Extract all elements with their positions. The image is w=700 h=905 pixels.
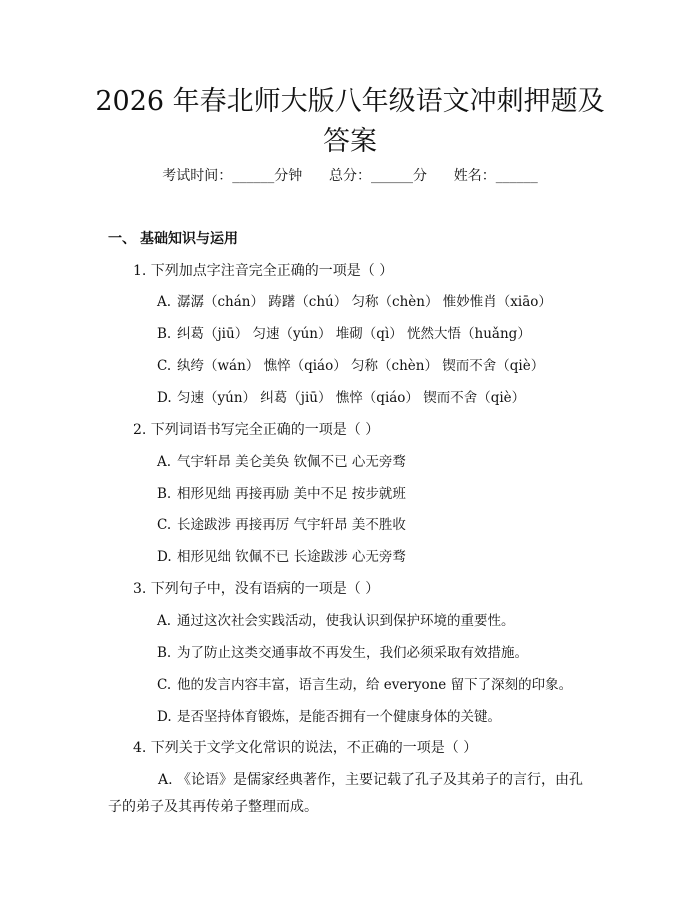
exam-info-line: 考试时间：______分钟 总分：______分 姓名：______: [162, 168, 538, 184]
option-label: C.: [157, 677, 172, 693]
question-3-option-a: [157, 611, 515, 631]
question-2-option-c: [157, 515, 406, 535]
question-1-stem: 1. 下列加点字注音完全正确的一项是（ ）: [133, 263, 394, 279]
option-text: 通过这次社会实践活动，使我认识到保护环境的重要性。: [177, 613, 515, 629]
question-3-stem: 3. 下列句子中，没有语病的一项是（ ）: [133, 581, 380, 597]
option-text: 相形见绌 钦佩不已 长途跋涉 心无旁骛: [177, 549, 406, 565]
question-3-option-d: [157, 707, 501, 727]
option-text: 潺潺（chán） 踌躇（chú） 匀称（chèn） 惟妙惟肖（xiāo）: [177, 294, 552, 310]
option-label: C.: [157, 517, 172, 533]
option-text: 纨绔（wán） 憔悴（qiáo） 匀称（chèn） 锲而不舍（qiè）: [177, 358, 545, 374]
option-label: A.: [157, 613, 172, 629]
option-label: D.: [157, 390, 172, 406]
option-label: A.: [157, 454, 172, 470]
option-label: D.: [157, 709, 172, 725]
option-label: D.: [157, 549, 172, 565]
question-3-option-c: [157, 675, 572, 695]
question-2-option-a: [157, 452, 406, 472]
option-text: 长途跋涉 再接再厉 气宇轩昂 美不胜收: [177, 517, 406, 533]
option-label: B.: [157, 486, 172, 502]
option-text: 为了防止这类交通事故不再发生，我们必须采取有效措施。: [177, 645, 528, 661]
section-number: 一、: [108, 231, 136, 247]
section-heading: [108, 229, 238, 249]
question-1-option-b: [157, 324, 531, 344]
option-label: C.: [157, 358, 172, 374]
question-2-option-d: [157, 547, 406, 567]
option-text: 气宇轩昂 美仑美奂 钦佩不已 心无旁骛: [177, 454, 406, 470]
section-title: 基础知识与运用: [140, 231, 238, 247]
question-2-stem: 2. 下列词语书写完全正确的一项是（ ）: [133, 422, 380, 438]
question-1-option-d: [157, 388, 525, 408]
document-title: 2026 年春北师大版八年级语文冲刺押题及答案: [95, 86, 605, 157]
option-text: 相形见绌 再接再励 美中不足 按步就班: [177, 486, 406, 502]
option-label: B.: [157, 326, 172, 342]
option-text: 他的发言内容丰富，语言生动，给 everyone 留下了深刻的印象。: [177, 677, 573, 693]
question-2-option-b: [157, 484, 406, 504]
option-text: 是否坚持体育锻炼，是能否拥有一个健康身体的关键。: [177, 709, 501, 725]
question-4-stem: 4. 下列关于文学文化常识的说法，不正确的一项是（ ）: [133, 740, 478, 756]
question-1-option-a: [157, 292, 552, 312]
option-text: 纠葛（jiū） 匀速（yún） 堆砌（qì） 恍然大悟（huǎng）: [177, 326, 531, 342]
question-4-option-a: A. 《论语》是儒家经典著作，主要记载了孔子及其弟子的言行，由孔子的弟子及其再传弟子整理而成。: [108, 772, 584, 815]
option-text: 匀速（yún） 纠葛（jiū） 憔悴（qiáo） 锲而不舍（qiè）: [177, 390, 526, 406]
option-label: A.: [157, 294, 172, 310]
question-3-option-b: [157, 643, 528, 663]
option-label: B.: [157, 645, 172, 661]
question-1-option-c: [157, 356, 544, 376]
